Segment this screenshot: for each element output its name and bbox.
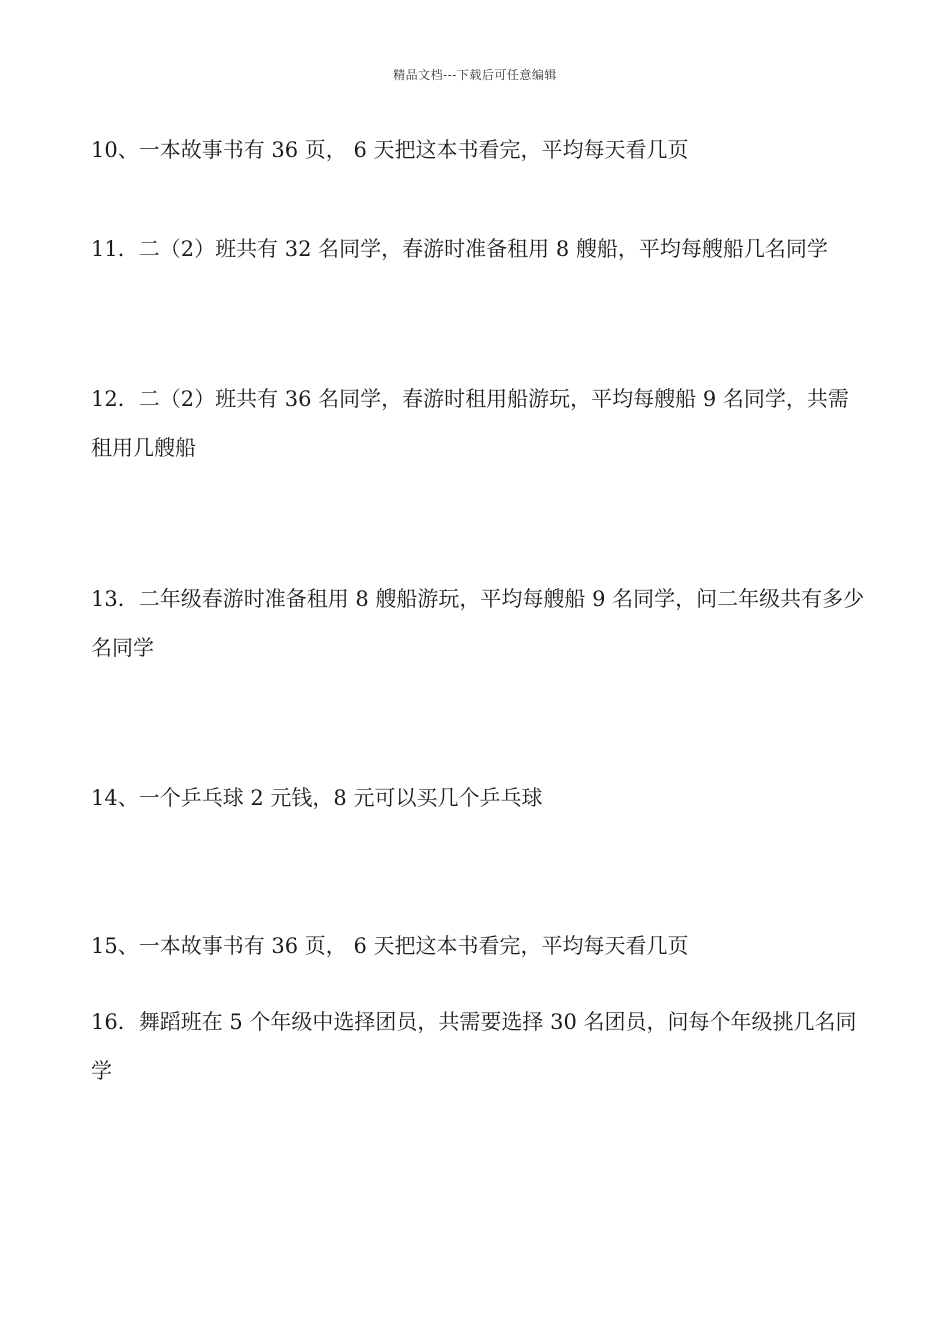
problem-14: 14、一个乒乓球 2 元钱，8 元可以买几个乒乓球 (91, 786, 543, 810)
problem-16: 16．舞蹈班在 5 个年级中选择团员，共需要选择 30 名团员，问每个年级挑几名同学 (91, 1010, 857, 1083)
page-header: 精品文档---下载后可任意编辑 (393, 68, 557, 82)
problem-13: 13．二年级春游时准备租用 8 艘船游玩，平均每艘船 9 名同学，问二年级共有多少名同学 (91, 587, 865, 660)
problem-10: 10、一本故事书有 36 页， 6 天把这本书看完，平均每天看几页 (91, 138, 689, 162)
problem-11: 11．二（2）班共有 32 名同学，春游时准备租用 8 艘船，平均每艘船几名同学 (91, 237, 828, 261)
problem-12: 12．二（2）班共有 36 名同学，春游时租用船游玩，平均每艘船 9 名同学，共需租用几艘船 (91, 387, 849, 460)
problem-15: 15、一本故事书有 36 页， 6 天把这本书看完，平均每天看几页 (91, 934, 689, 958)
